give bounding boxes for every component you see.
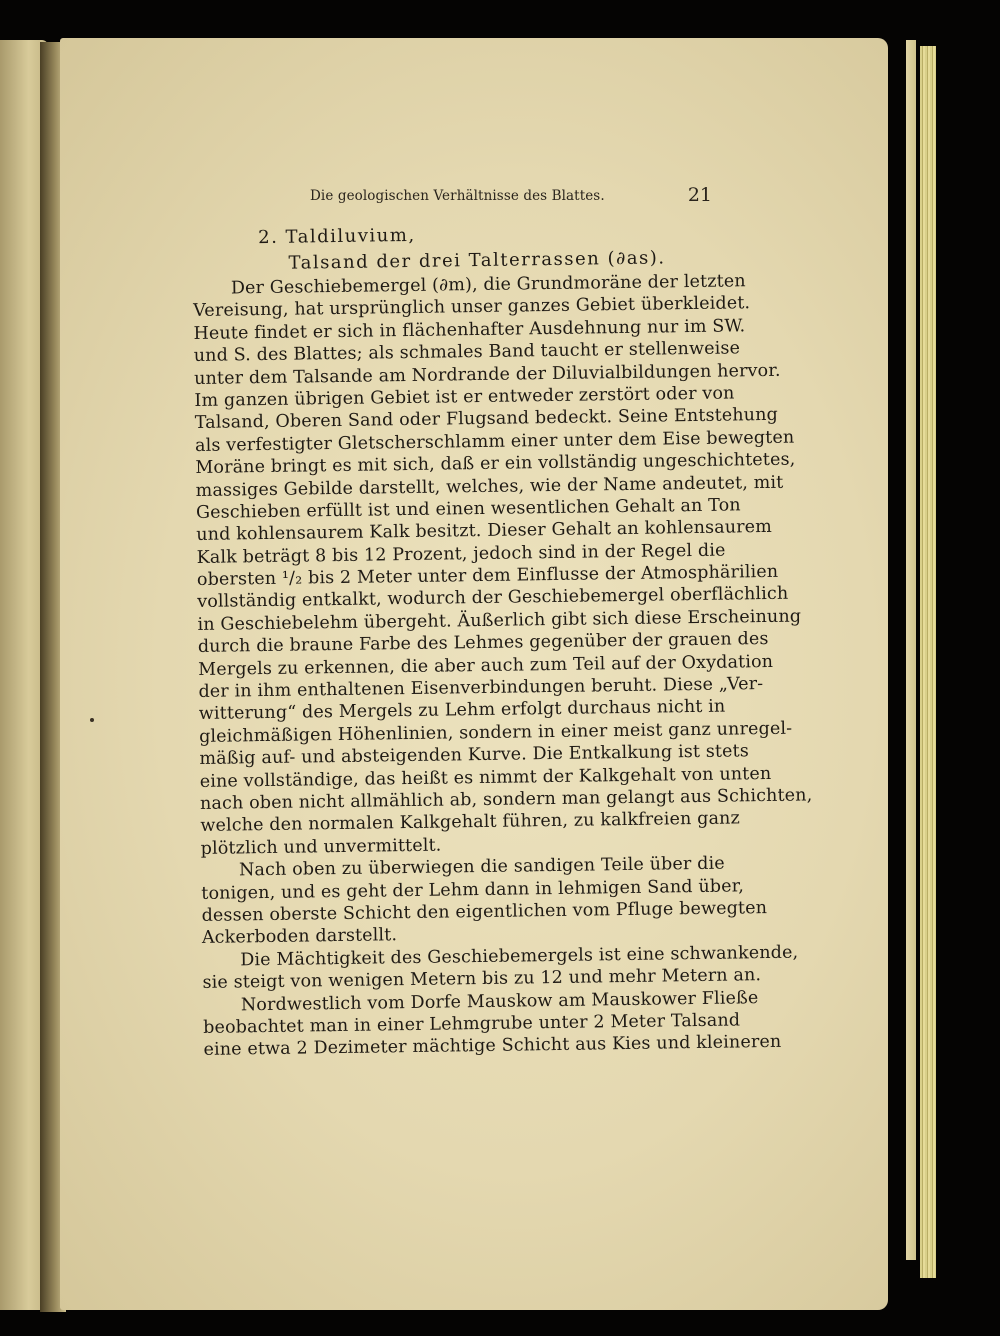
page-number: 21 — [687, 184, 712, 206]
section-heading: 2. Taldiluvium, — [258, 224, 416, 249]
text-line: plötzlich und unvermittelt. — [200, 835, 442, 859]
text-line: massiges Gebilde darstellt, welches, wie der Name andeutet, mit — [195, 472, 784, 501]
text-line: Nordwestlich vom Dorfe Mauskow am Mauskower Fließe — [240, 987, 759, 1015]
body-text — [193, 271, 813, 1062]
text-line: Heute findet er sich in flächenhafter Ausdehnung nur im SW. — [193, 316, 746, 344]
text-line: Mergels zu erkennen, die aber auch zum Teil auf der Oxydation — [198, 651, 774, 680]
text-line: der in ihm enthaltenen Eisenverbindungen beruht. Diese „Ver- — [198, 674, 764, 702]
text-line: obersten ¹/₂ bis 2 Meter unter dem Einflusse der Atmosphärilien — [196, 561, 779, 591]
page-stack-shadow — [906, 40, 916, 1260]
text-line: als verfestigter Gletscherschlamm einer unter dem Eise bewegten — [194, 427, 795, 456]
page-content — [192, 219, 813, 1062]
text-line: nach oben nicht allmählich ab, sondern man gelangt aus Schichten, — [199, 785, 813, 814]
text-line: Geschieben erfüllt ist und einen wesentlichen Gehalt an Ton — [195, 495, 741, 523]
text-line: vollständig entkalkt, wodurch der Geschiebemergel oberflächlich — [197, 584, 789, 613]
text-line: welche den normalen Kalkgehalt führen, zu kalkfreien ganz — [200, 808, 741, 837]
text-line: Die Mächtigkeit des Geschiebemergels ist eine schwankende, — [240, 942, 799, 971]
stray-mark — [90, 718, 94, 722]
text-line: Moräne bringt es mit sich, daß er ein vollständig ungeschichtetes, — [195, 449, 796, 479]
text-line: Vereisung, hat ursprünglich unser ganzes Gebiet überkleidet. — [193, 293, 751, 322]
page-stack-edge — [920, 46, 936, 1278]
text-line: witterung“ des Mergels zu Lehm erfolgt durchaus nicht in — [198, 697, 726, 725]
text-line: Nach oben zu überwiegen die sandigen Teile über die — [238, 853, 725, 881]
text-line: durch die braune Farbe des Lehmes gegenüber der grauen des — [197, 629, 769, 658]
text-line: dessen oberste Schicht den eigentlichen vom Pfluge bewegten — [201, 897, 768, 926]
text-line: beobachtet man in einer Lehmgrube unter 2 Meter Talsand — [203, 1010, 741, 1038]
text-line: Ackerboden darstellt. — [201, 925, 398, 949]
text-line: Kalk beträgt 8 bis 12 Prozent, jedoch sind in der Regel die — [196, 540, 726, 568]
text-line: tonigen, und es geht der Lehm dann in lehmigen Sand über, — [201, 875, 745, 904]
text-line: Talsand, Oberen Sand oder Flugsand bedeckt. Seine Entstehung — [194, 405, 779, 434]
text-line: eine etwa 2 Dezimeter mächtige Schicht aus Kies und kleineren — [203, 1032, 782, 1061]
text-line: unter dem Talsande am Nordrande der Diluvialbildungen hervor. — [193, 360, 781, 389]
text-line: sie steigt von wenigen Metern bis zu 12 und mehr Metern an. — [202, 965, 762, 994]
section-subheading: Talsand der drei Talterrassen (∂as). — [288, 247, 666, 274]
text-line: gleichmäßigen Höhenlinien, sondern in einer meist ganz unregel- — [198, 718, 793, 747]
text-line: Im ganzen übrigen Gebiet ist er entweder zerstört oder von — [194, 383, 735, 411]
text-line: mäßig auf- und absteigenden Kurve. Die Entkalkung ist stets — [199, 741, 750, 770]
running-header — [310, 186, 712, 208]
text-line: in Geschiebelehm übergeht. Äußerlich gibt sich diese Erscheinung — [197, 606, 802, 635]
text-line: und S. des Blattes; als schmales Band taucht er stellenweise — [193, 338, 741, 367]
text-line: Der Geschiebemergel (∂m), die Grundmoräne der letzten — [230, 271, 746, 299]
text-line: und kohlensaurem Kalk besitzt. Dieser Gehalt an kohlensaurem — [196, 517, 773, 546]
text-line: eine vollständige, das heißt es nimmt der Kalkgehalt von unten — [199, 763, 772, 792]
running-title: Die geologischen Verhältnisse des Blattes. — [310, 188, 605, 204]
